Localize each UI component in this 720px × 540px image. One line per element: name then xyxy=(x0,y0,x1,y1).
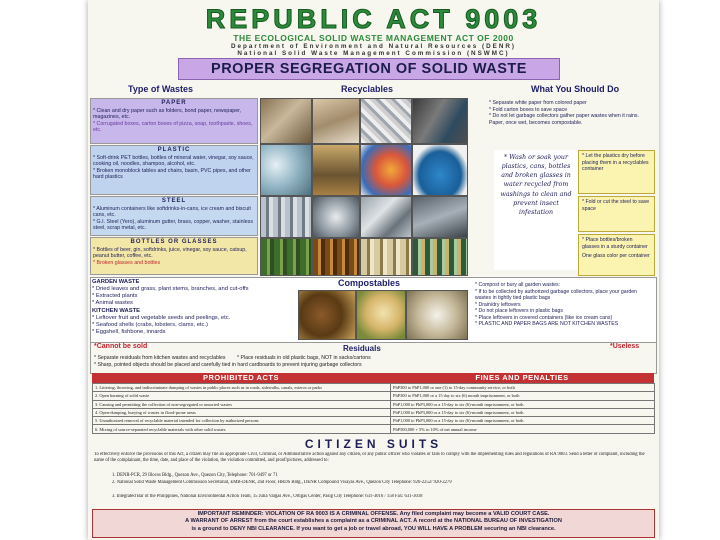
kitchen-line: * Seafood shells (crabs, lobsters, clams, etc.) xyxy=(92,321,208,328)
fine-cell: PhP500,000 + 5% to 10% of net annual income xyxy=(391,425,655,433)
glass-action-line-2: One glass color per container xyxy=(582,253,650,259)
paper-actions xyxy=(486,98,656,144)
category-line: * Aluminum containers like softdrinks-in-cans, ice cream and biscuit cans, etc. xyxy=(93,205,251,219)
compost-action: * Drain/dry leftovers xyxy=(475,301,521,308)
photo-brown-bottles xyxy=(312,238,360,276)
useless-label: *Useless xyxy=(610,343,640,350)
fines-header: FINES AND PENALTIES xyxy=(390,373,654,383)
poster-title: REPUBLIC ACT 9003 xyxy=(205,4,542,34)
address-line: 2. National Solid Waste Management Commission Secretariat, EMB-DENR, 2nd Floor, HRDS Bldg., DENR Compound Visayas Ave., Quezon City Telephone: 926-2252/ 920-2279 xyxy=(112,480,452,485)
category-line: * Bottles of beer, gin, softdrinks, juice, vinegar, soy sauce, catsup, peanut butter, coffee, etc. xyxy=(93,246,247,260)
fine-cell: PhP1,000 to PhP3,000 or a 15-day to six (6)-month imprisonment, or both xyxy=(391,417,655,425)
residual-line-2: * Sharp, pointed objects should be placed and carefully tied in hard cardboards to prevent injuring garbage collectors xyxy=(94,362,362,368)
compost-action: * If to be collected by authorized garbage collectors, place your garden wastes in tightly tied plastic bags xyxy=(475,288,638,301)
photo-boxes xyxy=(312,98,360,144)
compost-action: * PLASTIC AND PAPER BAGS ARE NOT KITCHEN WASTES xyxy=(475,321,619,327)
what-to-do-header: What You Should Do xyxy=(531,84,620,94)
wash-note: * Wash or soak your plastics, cans, bottles and broken glasses in water recycled from washings to clean and prevent insect infestation xyxy=(494,150,578,270)
photo-cardboard xyxy=(260,98,312,144)
table-row xyxy=(93,425,655,433)
category-name: STEEL xyxy=(161,198,187,204)
address-line: 1. DENR-PCR, 29 Illocos Bldg., Quezon Ave., Quezon City, Telephone: 701-9497 or 71 xyxy=(112,473,278,478)
photo-pet-bottles xyxy=(260,144,312,196)
act-cell: 2. Open burning of solid waste xyxy=(93,392,391,400)
poster-subtitle: THE ECOLOGICAL SOLID WASTE MANAGEMENT ACT OF 2000 xyxy=(233,33,514,43)
photo-magazines xyxy=(412,98,468,144)
photo-green-bottles xyxy=(260,238,312,276)
steel-action: * Fold or cut the steel to save space xyxy=(578,196,655,232)
address-line: 3. Integrated Bar of the Philippines, National Environmental Action Team, 15 Julia Vargas Ave., Ortigas Center, Pasig City Telephone: 631-3016 / 158 Fax: 631-3018 xyxy=(112,494,423,499)
category-paper xyxy=(90,98,258,144)
action-line: * Separate white paper from colored paper xyxy=(489,100,587,106)
category-line: * Broken monoblock tables and chairs, basin, PVC pipes, and other hard plastics xyxy=(93,167,251,181)
garden-waste xyxy=(92,279,292,336)
photo-food-scraps xyxy=(356,290,406,340)
reminder-line-1: IMPORTANT REMINDER: VIOLATION OF RA 9003 IS A CRIMINAL OFFENSE. Any filed complaint may become a VALID COURT CASE. xyxy=(197,511,550,517)
type-of-wastes-header: Type of Wastes xyxy=(128,84,194,94)
segregation-banner: PROPER SEGREGATION OF SOLID WASTE xyxy=(178,58,560,80)
photo-pan xyxy=(312,196,360,238)
residual-line-1: * Separate residuals from kitchen wastes and recyclables * Place residuals in old plastic bags, NOT in sacks/cartons xyxy=(94,355,371,361)
residuals-header: Residuals xyxy=(343,344,381,353)
action-line: * Do not let garbage collectors gather paper wastes when it rains. Paper, once wet, becomes compostable. xyxy=(489,113,639,126)
act-cell: 3. Causing and permitting the collection of non-segregated or unsorted wastes xyxy=(93,400,391,408)
act-cell: 1. Littering, throwing, and indiscriminate dumping of wastes in public places such as in roads, sidewalks, canals, esteros or parks xyxy=(93,384,391,392)
dept-line-2: National Solid Waste Management Commission (NSWMC) xyxy=(237,50,510,57)
photo-scrap-metal xyxy=(360,196,412,238)
kitchen-line: * Eggshell, fishbone, innards xyxy=(92,328,166,335)
photo-steel xyxy=(412,196,468,238)
glass-action-line: * Place bottles/broken glasses in a sturdy container xyxy=(582,237,648,250)
photo-newspaper xyxy=(360,98,412,144)
category-line: * Clean and dry paper such as folders, bond paper, newspaper, magazines, etc. xyxy=(93,107,242,121)
table-row xyxy=(93,384,655,392)
compost-action: * Compost or bury all garden wastes: xyxy=(475,282,561,288)
table-row xyxy=(93,392,655,400)
category-line: * Soft-drink PET bottles, bottles of mineral water, vinegar, soy sauce, cooking oil, noodles, shampoo, alcohol, etc. xyxy=(93,154,254,168)
reminder-line-2: A WARRANT OF ARREST from the court establishes a complaint as a CRIMINAL ACT. A record at the NATIONAL BUREAU OF INVESTIGATION xyxy=(185,518,562,525)
poster xyxy=(88,0,659,540)
prohibited-acts-header: PROHIBITED ACTS xyxy=(92,373,390,383)
category-line: * G.I. Steel (Yero), aluminum gutter, brass, copper, washer, stainless steel, scrap metal, etc. xyxy=(93,218,253,232)
plastic-action: * Let the plastics dry before placing them in a recyclables container xyxy=(578,150,655,194)
compostables-header: Compostables xyxy=(338,278,401,288)
category-name: PLASTIC xyxy=(157,147,191,153)
cannot-be-sold: *Cannot be sold xyxy=(94,343,148,350)
compost-action: * Place leftovers in covered containers (like ice cream cans) xyxy=(475,314,613,321)
action-line: * Fold carton boxes to save space xyxy=(489,106,568,113)
photo-leaves xyxy=(298,290,356,340)
garden-waste-name: GARDEN WASTE xyxy=(92,279,140,285)
table-row xyxy=(93,417,655,425)
recyclables-header: Recyclables xyxy=(341,84,394,94)
compost-action: * Do not place leftovers in plastic bags xyxy=(475,308,563,314)
photo-jars xyxy=(360,238,412,276)
important-reminder xyxy=(92,509,655,538)
fine-cell: PhP300 to PhP1,000 or one (1) to 15-day community service, or both xyxy=(391,384,655,392)
glass-action xyxy=(578,234,655,276)
category-name: PAPER xyxy=(161,100,187,106)
garden-line: * Animal wastes xyxy=(92,299,133,306)
act-cell: 5. Unauthorized removal of recyclable material intended for collection by authorized persons xyxy=(93,417,391,425)
photo-oil-bottles xyxy=(312,144,360,196)
photo-cans xyxy=(260,196,312,238)
fine-cell: PhP1,000 to PhP3,000 or a 15-day to six (6)-month imprisonment, or both xyxy=(391,408,655,416)
reminder-line-3: is a ground to DENY NBI CLEARANCE. If you want to get a job or travel abroad, YOU WILL HAVE A PROBLEM securing an NBI clearance. xyxy=(191,525,556,532)
table-row xyxy=(93,408,655,416)
category-steel xyxy=(90,196,258,236)
penalties-table xyxy=(92,383,655,434)
photo-glass-mix xyxy=(412,238,468,276)
category-name: BOTTLES OR GLASSES xyxy=(130,239,218,245)
garden-line: * Extracted plants xyxy=(92,292,138,299)
fine-cell: PhP300 to PhP1,000 or a 15 day to six (6) month imprisonment, or both xyxy=(391,392,655,400)
kitchen-waste-name: KITCHEN WASTE xyxy=(92,307,140,314)
compost-actions xyxy=(472,280,655,340)
act-cell: 6. Mixing of source-separated recyclable materials with other solid wastes xyxy=(93,425,391,433)
citizen-suits-heading: CITIZEN SUITS xyxy=(304,437,443,451)
act-cell: 4. Open-dumping, burying of wastes in flood-prone areas xyxy=(93,408,391,416)
fine-cell: PhP1,000 to PhP3,000 or a 15-day to six (6)-month imprisonment, or both xyxy=(391,400,655,408)
category-line: * Corrugated boxes, carton boxes of pizza, soap, toothpaste, shoes, etc. xyxy=(93,120,253,134)
kitchen-line: * Leftover fruit and vegetable seeds and peelings, etc. xyxy=(92,314,231,321)
photo-eggshells xyxy=(406,290,468,340)
photo-shampoo xyxy=(360,144,412,196)
garden-line: * Dried leaves and grass, plant stems, branches, and cut-offs xyxy=(92,285,249,292)
dept-line-1: Department of Environment and Natural Resources (DENR) xyxy=(230,43,517,50)
citizen-suits-intro: To effectively enforce the provisions of this Act, a citizen may file an appropriate Civil, Criminal, or Administrative action against any citizen, or any public officer who violates or fails to comply with the implementing rules and regulations of RA 9003. Send a letter of complaint, including the name of the complainant, the time, date, and place of the violation, the violation committed, and proof/pictures, addressed to: xyxy=(94,452,645,464)
photo-basin xyxy=(412,144,468,196)
table-row xyxy=(93,400,655,408)
category-line: * Broken glasses and bottles xyxy=(93,259,161,266)
category-plastic xyxy=(90,145,258,195)
category-bottles xyxy=(90,237,258,275)
